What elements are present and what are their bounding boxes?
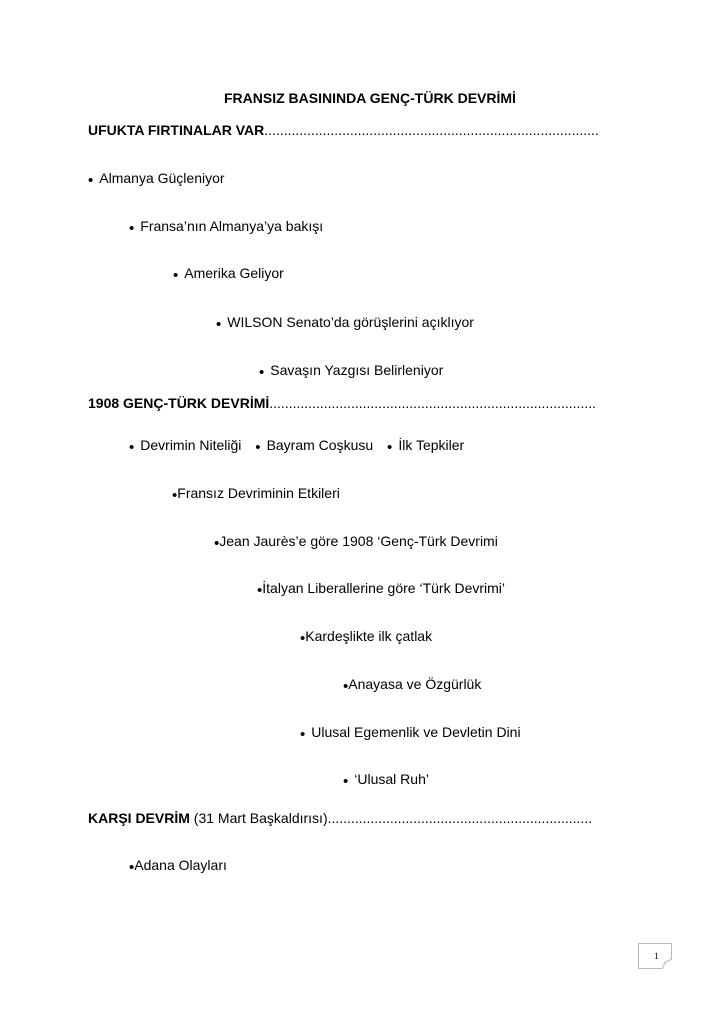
section-heading-extra: (31 Mart Başkaldırısı) (189, 810, 328, 826)
list-item: • Amerika Geliyor (173, 265, 284, 284)
section-heading-text: KARŞI DEVRİM (88, 810, 190, 826)
section-heading-ufukta (88, 122, 599, 138)
bullet-icon: • (387, 439, 393, 456)
list-item: •Adana Olayları (129, 857, 227, 876)
bullet-icon: • (255, 439, 261, 456)
document-title: FRANSIZ BASININDA GENÇ-TÜRK DEVRİMİ (224, 90, 516, 106)
bullet-icon: • (129, 859, 135, 876)
bullet-icon: • (259, 364, 265, 381)
inline-list-row: • Devrimin Niteliği • Bayram Coşkusu • İlk Tepkiler (129, 437, 465, 456)
section-heading-1908 (88, 395, 596, 411)
list-item: •İtalyan Liberallerine göre ‘Türk Devrimi’ (257, 580, 506, 599)
list-item: •Kardeşlikte ilk çatlak (300, 628, 433, 647)
page-curl-icon (662, 959, 672, 969)
list-item: •Jean Jaurès’e göre 1908 ‘Genç-Türk Devrimi (214, 533, 498, 552)
bullet-icon: • (173, 267, 179, 284)
bullet-icon: • (343, 773, 349, 790)
bullet-icon: • (214, 535, 220, 552)
bullet-icon: • (300, 726, 306, 743)
bullet-icon: • (343, 678, 349, 695)
list-item: • ‘Ulusal Ruh’ (343, 771, 429, 790)
bullet-icon: • (172, 487, 178, 504)
list-item: • Fransa’nın Almanya’ya bakışı (129, 218, 324, 237)
section-heading-karsi-devrim (88, 810, 592, 826)
bullet-icon: • (216, 316, 222, 333)
list-item: • Almanya Güçleniyor (88, 170, 225, 189)
bullet-icon: • (257, 582, 263, 599)
toc-leader-dots: .................................................................................... (269, 395, 596, 411)
page-number-box (638, 943, 672, 969)
bullet-icon: • (300, 630, 306, 647)
bullet-icon: • (129, 439, 135, 456)
list-item: • WILSON Senato’da görüşlerini açıklıyor (216, 314, 474, 333)
section-heading-text: 1908 GENÇ-TÜRK DEVRİMİ (88, 395, 270, 411)
list-item: • Savaşın Yazgısı Belirleniyor (259, 362, 444, 381)
section-heading-text: UFUKTA FIRTINALAR VAR (88, 122, 265, 138)
toc-leader-dots: .................................................................... (327, 810, 593, 826)
bullet-icon: • (129, 220, 135, 237)
page-number: 1 (654, 951, 659, 961)
bullet-icon: • (88, 172, 94, 189)
toc-leader-dots: ...................................................................................... (264, 122, 599, 138)
list-item: •Fransız Devriminin Etkileri (172, 485, 340, 504)
list-item: • Ulusal Egemenlik ve Devletin Dini (300, 724, 521, 743)
list-item: •Anayasa ve Özgürlük (343, 676, 482, 695)
